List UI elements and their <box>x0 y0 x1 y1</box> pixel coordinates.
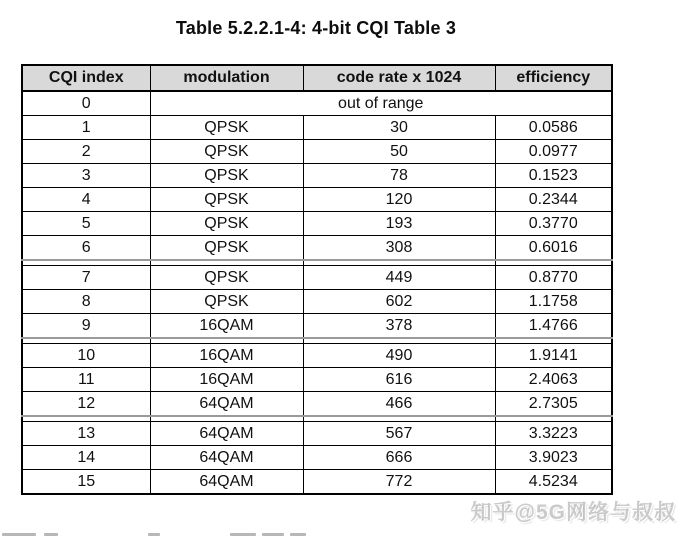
cell-cqi-index: 4 <box>22 188 150 212</box>
clipped-glyph-mark <box>230 533 256 536</box>
table-row <box>22 392 612 417</box>
table-row <box>22 164 612 188</box>
clipped-glyph-mark <box>44 533 58 536</box>
cell-modulation: QPSK <box>150 164 303 188</box>
cell-efficiency: 0.3770 <box>495 212 612 236</box>
cell-code-rate: 602 <box>303 290 495 314</box>
cell-cqi-index: 9 <box>22 314 150 339</box>
cell-modulation: 16QAM <box>150 368 303 392</box>
cell-code-rate: 490 <box>303 344 495 368</box>
cell-cqi-index: 10 <box>22 344 150 368</box>
cell-cqi-index: 6 <box>22 236 150 261</box>
cell-code-rate: 616 <box>303 368 495 392</box>
cell-efficiency: 0.6016 <box>495 236 612 261</box>
cell-cqi-index: 15 <box>22 470 150 495</box>
table-row <box>22 116 612 140</box>
cell-modulation: 64QAM <box>150 392 303 417</box>
cell-efficiency: 0.8770 <box>495 266 612 290</box>
table-row <box>22 368 612 392</box>
table-row <box>22 344 612 368</box>
cell-modulation: 64QAM <box>150 446 303 470</box>
table-row <box>22 422 612 446</box>
cell-code-rate: 78 <box>303 164 495 188</box>
cell-code-rate: 772 <box>303 470 495 495</box>
cell-modulation: QPSK <box>150 212 303 236</box>
cell-modulation: QPSK <box>150 140 303 164</box>
clipped-glyph-mark <box>148 533 160 536</box>
header-modulation: modulation <box>150 65 303 91</box>
cell-modulation: 64QAM <box>150 422 303 446</box>
cell-cqi-index: 5 <box>22 212 150 236</box>
cell-efficiency: 0.1523 <box>495 164 612 188</box>
clipped-glyph-mark <box>290 533 306 536</box>
cell-code-rate: 666 <box>303 446 495 470</box>
header-row <box>22 65 612 91</box>
cqi-table <box>21 64 613 495</box>
cell-code-rate: 193 <box>303 212 495 236</box>
zhihu-watermark: 知乎@5G网络与叔叔 <box>470 501 676 524</box>
clipped-text-fragment <box>0 533 420 539</box>
cell-cqi-index: 7 <box>22 266 150 290</box>
cell-efficiency: 3.3223 <box>495 422 612 446</box>
cell-efficiency: 0.0586 <box>495 116 612 140</box>
cell-efficiency: 1.9141 <box>495 344 612 368</box>
header-code-rate: code rate x 1024 <box>303 65 495 91</box>
table-row-out-of-range <box>22 91 612 116</box>
cell-code-rate: 567 <box>303 422 495 446</box>
cell-cqi-index: 14 <box>22 446 150 470</box>
cell-modulation: QPSK <box>150 290 303 314</box>
cell-code-rate: 308 <box>303 236 495 261</box>
cell-modulation: QPSK <box>150 116 303 140</box>
cell-modulation: 16QAM <box>150 314 303 339</box>
cell-efficiency: 0.0977 <box>495 140 612 164</box>
cell-cqi-index: 12 <box>22 392 150 417</box>
cell-out-of-range: out of range <box>150 91 612 116</box>
table-row <box>22 266 612 290</box>
table-row <box>22 290 612 314</box>
cell-efficiency: 3.9023 <box>495 446 612 470</box>
clipped-glyph-mark <box>262 533 284 536</box>
cell-cqi-index: 13 <box>22 422 150 446</box>
cell-cqi-index: 1 <box>22 116 150 140</box>
cell-efficiency: 1.1758 <box>495 290 612 314</box>
cell-efficiency: 2.4063 <box>495 368 612 392</box>
table-row <box>22 446 612 470</box>
cell-code-rate: 50 <box>303 140 495 164</box>
table-row <box>22 188 612 212</box>
cell-efficiency: 1.4766 <box>495 314 612 339</box>
cell-cqi-index: 3 <box>22 164 150 188</box>
table-row <box>22 212 612 236</box>
header-efficiency: efficiency <box>495 65 612 91</box>
cell-cqi-index: 8 <box>22 290 150 314</box>
cell-code-rate: 466 <box>303 392 495 417</box>
cell-code-rate: 30 <box>303 116 495 140</box>
header-cqi-index: CQI index <box>22 65 150 91</box>
cell-code-rate: 120 <box>303 188 495 212</box>
table-row <box>22 140 612 164</box>
cell-efficiency: 0.2344 <box>495 188 612 212</box>
cell-code-rate: 378 <box>303 314 495 339</box>
cell-modulation: QPSK <box>150 188 303 212</box>
table-title: Table 5.2.2.1-4: 4-bit CQI Table 3 <box>175 18 457 38</box>
cell-modulation: QPSK <box>150 236 303 261</box>
cell-cqi-index: 11 <box>22 368 150 392</box>
cell-modulation: QPSK <box>150 266 303 290</box>
table-row <box>22 314 612 339</box>
cell-cqi-index: 0 <box>22 91 150 116</box>
cell-cqi-index: 2 <box>22 140 150 164</box>
cell-code-rate: 449 <box>303 266 495 290</box>
clipped-glyph-mark <box>2 533 36 536</box>
table-row <box>22 236 612 261</box>
cell-efficiency: 2.7305 <box>495 392 612 417</box>
cell-efficiency: 4.5234 <box>495 470 612 495</box>
cell-modulation: 64QAM <box>150 470 303 495</box>
table-row <box>22 470 612 495</box>
cell-modulation: 16QAM <box>150 344 303 368</box>
